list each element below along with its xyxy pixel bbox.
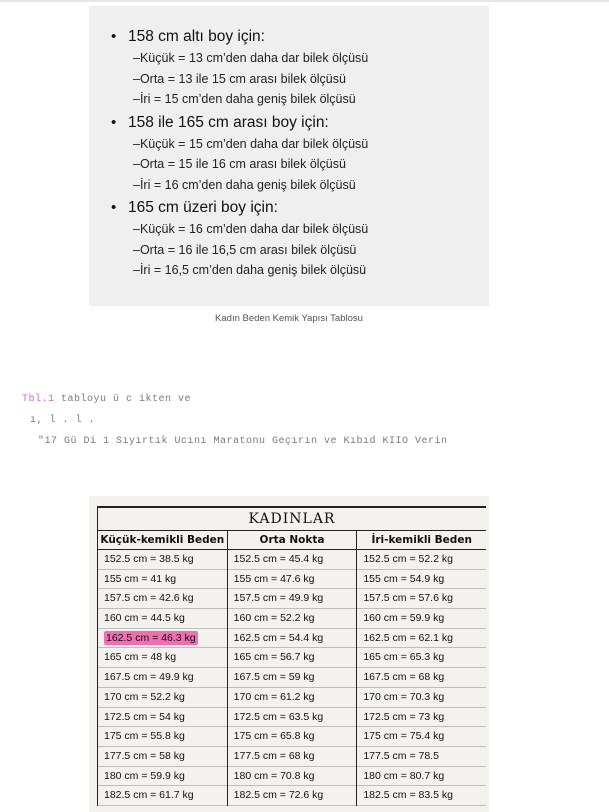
cell-text: 165 cm = 65.3 kg — [363, 651, 445, 664]
table-cell — [357, 786, 486, 806]
cell-text: 182.5 cm = 83.5 kg — [363, 789, 453, 802]
table-cell — [98, 570, 227, 590]
column-header: Küçük-kemikli Beden — [98, 531, 227, 550]
scanned-text-line-2: ı, l . l . — [30, 415, 96, 426]
table-cell — [98, 550, 227, 570]
rule-group-1 — [111, 26, 489, 110]
table-cell — [228, 668, 357, 688]
rule-group-3 — [111, 197, 489, 281]
cell-text: 180 cm = 80.7 kg — [363, 769, 445, 782]
cell-text: 155 cm = 47.6 kg — [233, 572, 315, 585]
table-cell — [228, 786, 357, 806]
table-cell — [98, 668, 227, 688]
cell-text: 170 cm = 61.2 kg — [233, 690, 315, 703]
table-cell — [357, 727, 486, 747]
image-caption: Kadın Beden Kemik Yapısı Tablosu — [215, 313, 363, 324]
cell-text: 177.5 cm = 78.5 — [363, 749, 439, 762]
cell-text: 177.5 cm = 68 kg — [233, 749, 315, 762]
table-cell — [357, 767, 486, 787]
table-cell — [228, 589, 357, 609]
rule-group-title: • 165 cm üzeri boy için: — [111, 197, 489, 219]
cell-text: 170 cm = 70.3 kg — [363, 690, 445, 703]
rule-item: – Orta = 16 ile 16,5 cm arası bilek ölçüsü — [111, 240, 489, 261]
cell-text: 157.5 cm = 42.6 kg — [104, 592, 194, 605]
column-header: Orta Nokta — [228, 531, 357, 550]
table-cell — [228, 570, 357, 590]
cell-text: 160 cm = 59.9 kg — [363, 612, 445, 625]
cell-text: 172.5 cm = 54 kg — [104, 710, 185, 723]
cell-text: 172.5 cm = 63.5 kg — [233, 710, 324, 723]
table-cell — [98, 589, 227, 609]
table-title: KADINLAR — [98, 508, 486, 531]
cell-text: 165 cm = 48 kg — [104, 651, 177, 664]
table-cell — [228, 708, 357, 728]
rule-group-2 — [111, 112, 489, 196]
table-cell — [357, 747, 486, 767]
cell-text: 152.5 cm = 52.2 kg — [363, 553, 453, 565]
table-column — [228, 531, 358, 806]
top-divider — [0, 0, 609, 2]
table-cell — [357, 708, 486, 728]
table-cell — [98, 629, 227, 649]
rule-item: – Küçük = 13 cm’den daha dar bilek ölçüsü — [111, 48, 489, 69]
cell-text: 162.5 cm = 54.4 kg — [233, 631, 324, 644]
cell-text: 155 cm = 41 kg — [104, 572, 177, 585]
scanned-table-ref: Tbl.1 — [22, 394, 55, 405]
rule-item: – Küçük = 16 cm’den daha dar bilek ölçüsü — [111, 219, 489, 240]
cell-text: 167.5 cm = 59 kg — [233, 671, 315, 684]
weight-table — [97, 506, 486, 806]
table-cell — [228, 767, 357, 787]
column-header: İri-kemikli Beden — [357, 531, 486, 550]
cell-text: 157.5 cm = 49.9 kg — [233, 592, 324, 605]
scanned-text-line-3: "17 Gü Di 1 Sıyırtık Ucını Maratonu Geçırın ve Kıbıd KIIO Verin — [38, 436, 448, 447]
cell-text: 172.5 cm = 73 kg — [363, 710, 445, 723]
table-cell — [98, 648, 227, 668]
cell-text: 182.5 cm = 72.6 kg — [233, 789, 324, 802]
cell-text: 167.5 cm = 49.9 kg — [104, 671, 194, 684]
rule-item: – Küçük = 15 cm’den daha dar bilek ölçüsü — [111, 134, 489, 155]
table-cell — [98, 786, 227, 806]
bone-structure-rules-box — [89, 6, 489, 306]
table-cell — [228, 609, 357, 629]
rule-item: – Orta = 15 ile 16 cm arası bilek ölçüsü — [111, 154, 489, 175]
cell-text: 160 cm = 44.5 kg — [104, 612, 185, 625]
table-cell — [357, 550, 486, 570]
cell-text: 157.5 cm = 57.6 kg — [363, 592, 453, 605]
table-cell — [228, 648, 357, 668]
table-column — [357, 531, 486, 806]
table-cell — [357, 570, 486, 590]
weight-table-photo — [89, 496, 489, 812]
cell-text: 165 cm = 56.7 kg — [233, 651, 315, 664]
table-cell — [98, 727, 227, 747]
table-cell — [228, 688, 357, 708]
cell-text: 175 cm = 75.4 kg — [363, 730, 445, 743]
table-column — [98, 531, 228, 806]
cell-text: 180 cm = 70.8 kg — [233, 769, 315, 782]
rule-group-title: • 158 cm altı boy için: — [111, 26, 489, 48]
table-cell — [98, 688, 227, 708]
cell-text: 155 cm = 54.9 kg — [363, 572, 445, 585]
cell-text: 162.5 cm = 62.1 kg — [363, 631, 453, 644]
cell-text: 180 cm = 59.9 kg — [104, 769, 185, 782]
cell-text: 170 cm = 52.2 kg — [104, 690, 185, 703]
table-cell — [357, 609, 486, 629]
table-cell — [228, 747, 357, 767]
table-cell — [357, 688, 486, 708]
rule-item: – İri = 16,5 cm’den daha geniş bilek ölçüsü — [111, 260, 489, 281]
table-cell — [98, 767, 227, 787]
cell-text: 175 cm = 55.8 kg — [104, 730, 185, 743]
cell-text: 175 cm = 65.8 kg — [233, 730, 315, 743]
table-cell — [357, 668, 486, 688]
table-cell — [357, 629, 486, 649]
cell-text: 177.5 cm = 58 kg — [104, 749, 185, 762]
table-cell — [98, 609, 227, 629]
table-cell — [228, 550, 357, 570]
cell-text: 152.5 cm = 38.5 kg — [104, 553, 194, 565]
rule-item: – Orta = 13 ile 15 cm arası bilek ölçüsü — [111, 69, 489, 90]
table-cell — [228, 629, 357, 649]
rule-item: – İri = 16 cm’den daha geniş bilek ölçüsü — [111, 175, 489, 196]
cell-text: 152.5 cm = 45.4 kg — [233, 553, 324, 565]
table-cell — [228, 727, 357, 747]
table-cell — [98, 747, 227, 767]
rule-item: – İri = 15 cm’den daha geniş bilek ölçüsü — [111, 89, 489, 110]
cell-text: 160 cm = 52.2 kg — [233, 612, 315, 625]
cell-text: 167.5 cm = 68 kg — [363, 671, 445, 684]
cell-text: 182.5 cm = 61.7 kg — [104, 789, 194, 802]
cell-text: 162.5 cm = 46.3 kg — [106, 631, 196, 644]
scanned-text-fragment: tabloyu ü c ikten ve — [54, 394, 192, 405]
table-cell — [98, 708, 227, 728]
table-columns — [98, 531, 486, 806]
scanned-text-line-1 — [22, 394, 191, 405]
table-cell — [357, 648, 486, 668]
table-cell — [357, 589, 486, 609]
rule-group-title: • 158 ile 165 cm arası boy için: — [111, 112, 489, 134]
